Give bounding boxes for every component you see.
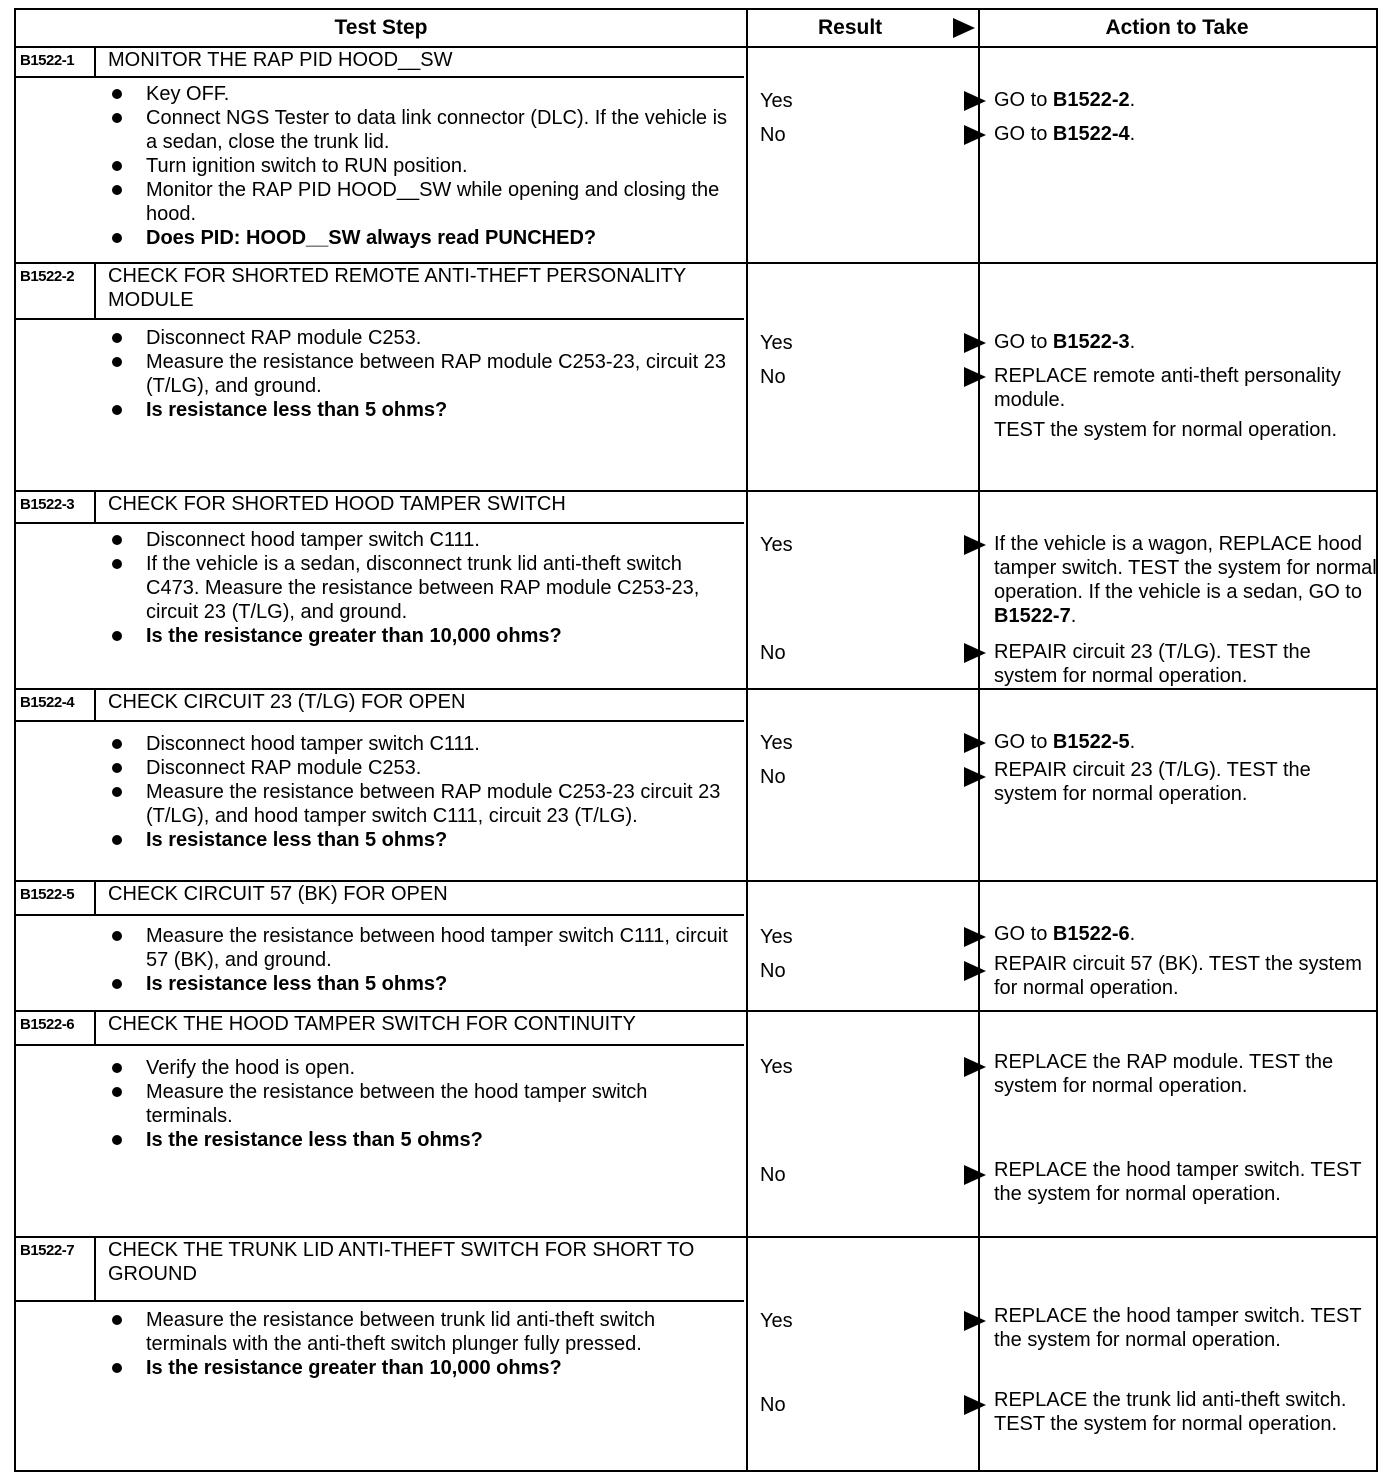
header-result: Result [746,10,978,48]
action-text: REPLACE the hood tamper switch. TEST the system for normal operation. [994,1305,1362,1351]
step-instruction: Measure the resistance between hood tamper switch C111, circuit 57 (BK), and ground. [104,924,734,972]
step-question: Does PID: HOOD__SW always read PUNCHED? [104,226,734,250]
arrow-right-icon [964,733,986,753]
result-no [760,958,986,984]
result-yes [760,1054,986,1080]
step-id: B1522-2 [16,262,96,320]
step-title: CHECK FOR SHORTED REMOTE ANTI-THEFT PERSONALITY MODULE [96,262,744,320]
step-instruction: Monitor the RAP PID HOOD__SW while opening and closing the hood. [104,178,734,226]
step-title: CHECK CIRCUIT 57 (BK) FOR OPEN [96,880,744,916]
result-label: No [760,124,786,146]
result-yes [760,330,986,356]
step-bullets [104,924,734,996]
step-title: MONITOR THE RAP PID HOOD__SW [96,46,744,78]
step-bullets [104,82,734,250]
step-id: B1522-1 [16,46,96,78]
result-label: No [760,642,786,664]
goto-step-link[interactable]: B1522-4 [1052,123,1130,145]
action-text: REPLACE the hood tamper switch. TEST the system for normal operation. [994,1159,1362,1205]
result-yes [760,924,986,950]
result-label: Yes [760,90,793,112]
step-title: CHECK CIRCUIT 23 (T/LG) FOR OPEN [96,688,744,722]
step-instruction: Measure the resistance between RAP module C253-23 circuit 23 (T/LG), and hood tamper switch C111, circuit 23 (T/LG). [104,780,734,828]
step-instruction: Measure the resistance between trunk lid anti-theft switch terminals with the anti-theft switch plunger fully pressed. [104,1308,734,1356]
arrow-right-icon [964,1165,986,1185]
arrow-right-icon [964,643,986,663]
arrow-right-icon [964,927,986,947]
arrow-right-icon [964,961,986,981]
result-no [760,122,986,148]
step-bullets [104,1056,734,1152]
step-instruction: Measure the resistance between the hood tamper switch terminals. [104,1080,734,1128]
header-test-step: Test Step [16,10,746,48]
action-text: GO to B1522-3. [994,331,1136,353]
action-text: GO to B1522-2. [994,89,1136,111]
result-label: No [760,366,786,388]
arrow-right-icon [964,767,986,787]
arrow-right-icon [964,1395,986,1415]
result-yes [760,532,986,558]
step-question: Is resistance less than 5 ohms? [104,972,734,996]
step-instruction: Measure the resistance between RAP module C253-23, circuit 23 (T/LG), and ground. [104,350,734,398]
result-label: No [760,1164,786,1186]
step-id: B1522-6 [16,1010,96,1046]
header-action: Action to Take [978,10,1376,48]
result-label: No [760,1394,786,1416]
goto-step-link[interactable]: B1522-7 [994,605,1071,627]
action-extra: TEST the system for normal operation. [994,419,1338,441]
step-bullets [104,528,734,648]
arrow-right-icon [964,367,986,387]
action-text: GO to B1522-6. [994,923,1136,945]
step-question: Is resistance less than 5 ohms? [104,398,734,422]
action-text: REPLACE the RAP module. TEST the system for normal operation. [994,1051,1334,1097]
step-id: B1522-5 [16,880,96,916]
step-instruction: Verify the hood is open. [104,1056,734,1080]
step-id: B1522-7 [16,1236,96,1302]
result-no [760,764,986,790]
step-instruction: Disconnect hood tamper switch C111. [104,528,734,552]
step-instruction: Disconnect RAP module C253. [104,756,734,780]
step-title: CHECK FOR SHORTED HOOD TAMPER SWITCH [96,490,744,524]
header-arrow-icon [953,18,975,38]
action-text: REPAIR circuit 57 (BK). TEST the system for normal operation. [994,953,1362,999]
step-question: Is the resistance greater than 10,000 ohms? [104,624,734,648]
action-text: If the vehicle is a wagon, REPLACE hood tamper switch. TEST the system for normal operation. If the vehicle is a sedan, GO to B1522-7. [994,533,1377,627]
result-label: Yes [760,1310,793,1332]
arrow-right-icon [964,535,986,555]
action-text: REPAIR circuit 23 (T/LG). TEST the system for normal operation. [994,759,1311,805]
step-bullets [104,326,734,422]
divider-result [746,10,748,1470]
goto-step-link[interactable]: B1522-3 [1052,331,1130,353]
step-bullets [104,1308,734,1380]
result-label: Yes [760,332,793,354]
step-question: Is the resistance greater than 10,000 ohms? [104,1356,734,1380]
result-label: Yes [760,1056,793,1078]
step-instruction: Key OFF. [104,82,734,106]
step-instruction: Disconnect hood tamper switch C111. [104,732,734,756]
action-text: REPLACE remote anti-theft personality module. TEST the system for normal operation. [994,364,1378,442]
action-text: REPLACE the trunk lid anti-theft switch. TEST the system for normal operation. [994,1389,1347,1435]
step-bullets [104,732,734,852]
result-label: No [760,960,786,982]
result-label: No [760,766,786,788]
result-label: Yes [760,534,793,556]
step-instruction: Disconnect RAP module C253. [104,326,734,350]
step-id: B1522-4 [16,688,96,722]
step-question: Is resistance less than 5 ohms? [104,828,734,852]
step-title: CHECK THE HOOD TAMPER SWITCH FOR CONTINUITY [96,1010,744,1046]
result-no [760,364,986,390]
result-yes [760,88,986,114]
step-title: CHECK THE TRUNK LID ANTI-THEFT SWITCH FOR SHORT TO GROUND [96,1236,744,1302]
goto-step-link[interactable]: B1522-5 [1052,731,1130,753]
action-text: GO to B1522-4. [994,123,1136,145]
step-instruction: Connect NGS Tester to data link connector (DLC). If the vehicle is a sedan, close the trunk lid. [104,106,734,154]
action-text: GO to B1522-5. [994,731,1136,753]
result-label: Yes [760,732,793,754]
result-yes [760,1308,986,1334]
diagnostic-table [14,8,1378,1472]
step-instruction: Turn ignition switch to RUN position. [104,154,734,178]
result-no [760,1392,986,1418]
arrow-right-icon [964,1311,986,1331]
result-no [760,1162,986,1188]
arrow-right-icon [964,91,986,111]
step-question: Is the resistance less than 5 ohms? [104,1128,734,1152]
step-instruction: If the vehicle is a sedan, disconnect trunk lid anti-theft switch C473. Measure the resistance between RAP module C253-23, circuit 23 (T/LG), and ground. [104,552,734,624]
arrow-right-icon [964,1057,986,1077]
result-yes [760,730,986,756]
result-label: Yes [760,926,793,948]
result-no [760,640,986,666]
arrow-right-icon [964,333,986,353]
step-id: B1522-3 [16,490,96,524]
arrow-right-icon [964,125,986,145]
goto-step-link[interactable]: B1522-6 [1052,923,1130,945]
goto-step-link[interactable]: B1522-2 [1052,89,1130,111]
action-text: REPAIR circuit 23 (T/LG). TEST the system for normal operation. [994,641,1311,687]
